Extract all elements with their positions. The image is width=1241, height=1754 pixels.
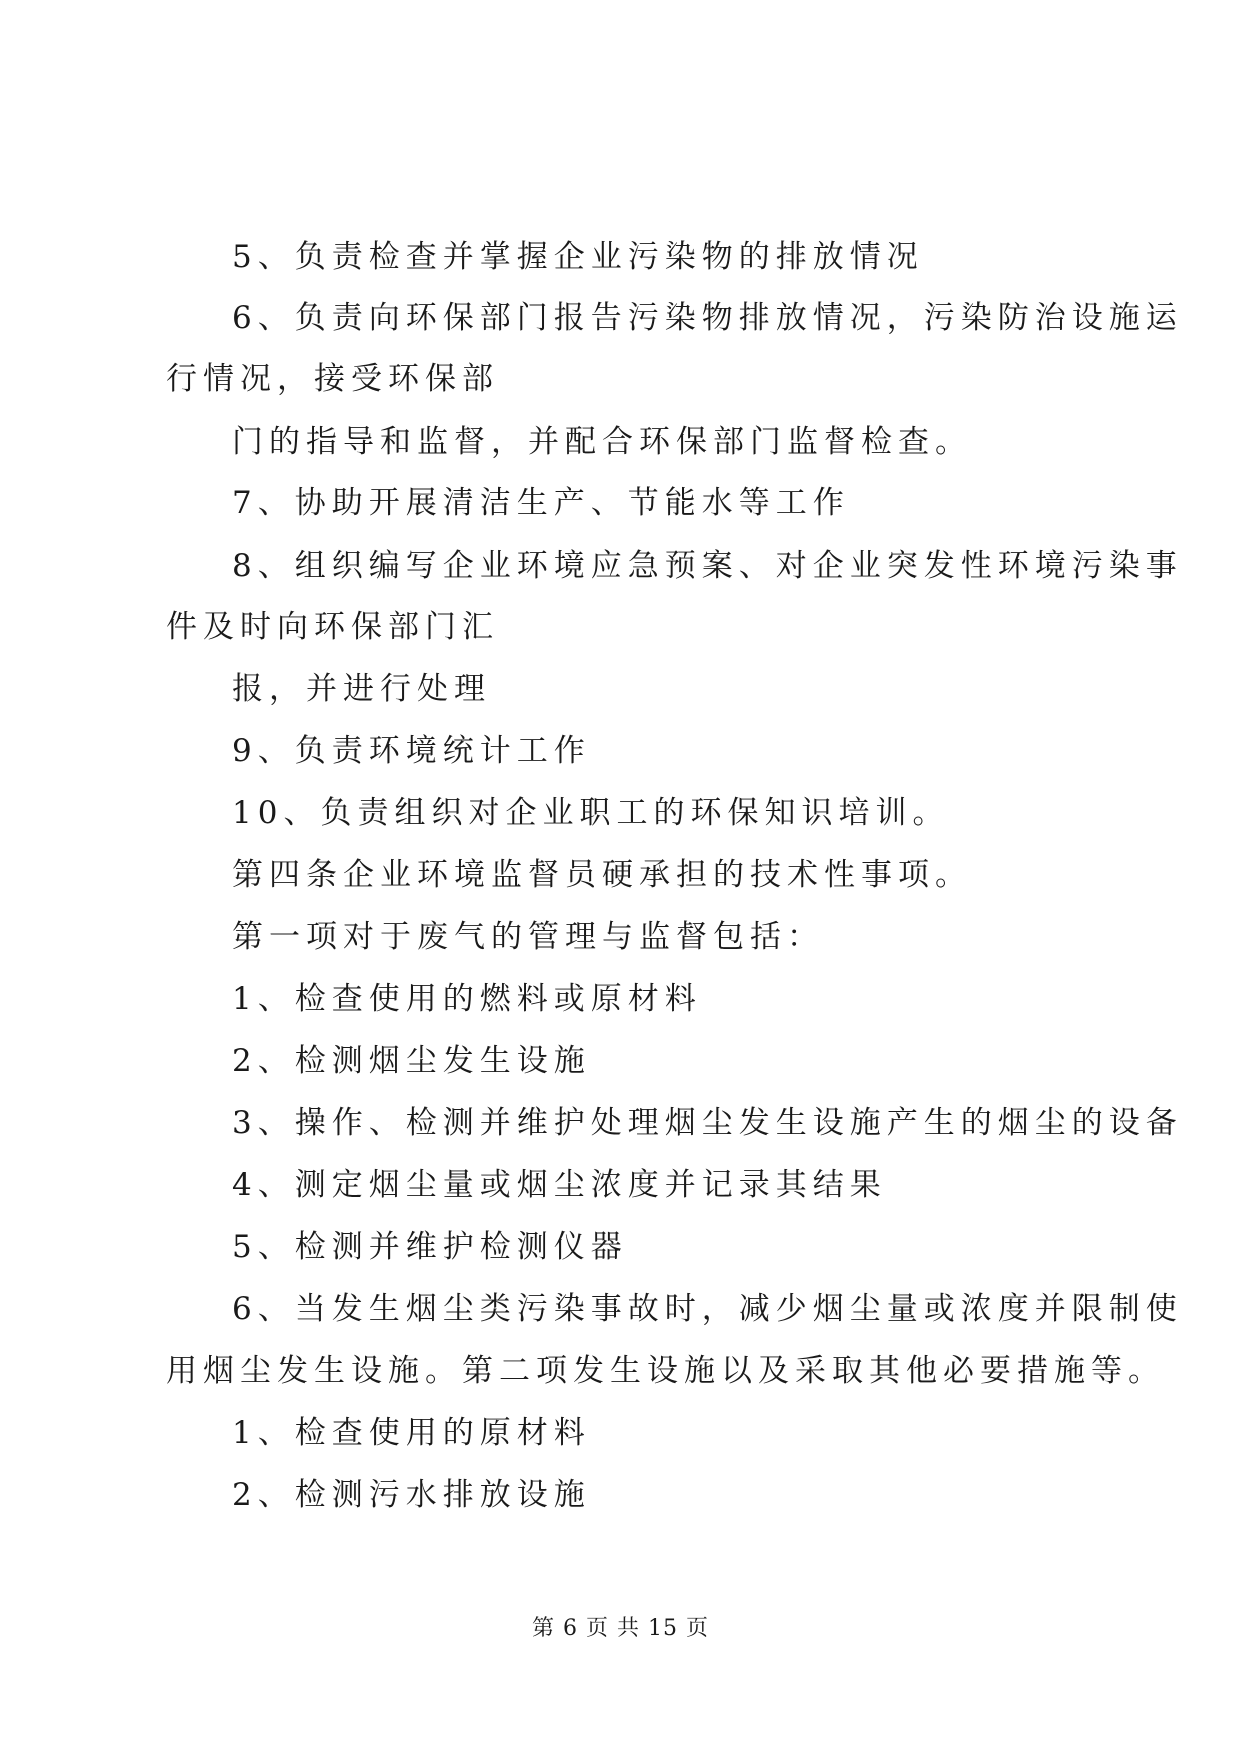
text-line: 报，并进行处理 <box>232 671 491 707</box>
text-line: 4、测定烟尘量或烟尘浓度并记录其结果 <box>232 1167 887 1203</box>
text-line: 2、检测烟尘发生设施 <box>232 1043 591 1079</box>
text-line: 门的指导和监督，并配合环保部门监督检查。 <box>232 424 972 460</box>
text-line: 7、协助开展清洁生产、节能水等工作 <box>232 485 850 521</box>
text-line: 6、负责向环保部门报告污染物排放情况，污染防治设施运 <box>232 300 1183 336</box>
text-line: 8、组织编写企业环境应急预案、对企业突发性环境污染事 <box>232 548 1183 584</box>
text-line: 第一项对于废气的管理与监督包括： <box>232 919 824 955</box>
text-line: 10、负责组织对企业职工的环保知识培训。 <box>232 795 950 831</box>
page-footer: 第 6 页 共 15 页 <box>532 1616 709 1641</box>
text-line: 1、检查使用的燃料或原材料 <box>232 981 702 1017</box>
text-line: 5、检测并维护检测仪器 <box>232 1229 628 1265</box>
text-line: 3、操作、检测并维护处理烟尘发生设施产生的烟尘的设备 <box>232 1105 1183 1141</box>
text-line: 2、检测污水排放设施 <box>232 1477 591 1513</box>
text-line: 用烟尘发生设施。第二项发生设施以及采取其他必要措施等。 <box>166 1353 1165 1389</box>
text-line: 第四条企业环境监督员硬承担的技术性事项。 <box>232 857 972 893</box>
text-line: 5、负责检查并掌握企业污染物的排放情况 <box>232 239 924 275</box>
text-line: 件及时向环保部门汇 <box>166 609 499 645</box>
text-line: 1、检查使用的原材料 <box>232 1415 591 1451</box>
text-line: 6、当发生烟尘类污染事故时，减少烟尘量或浓度并限制使 <box>232 1291 1183 1327</box>
text-line: 9、负责环境统计工作 <box>232 733 591 769</box>
text-line: 行情况，接受环保部 <box>166 361 499 397</box>
